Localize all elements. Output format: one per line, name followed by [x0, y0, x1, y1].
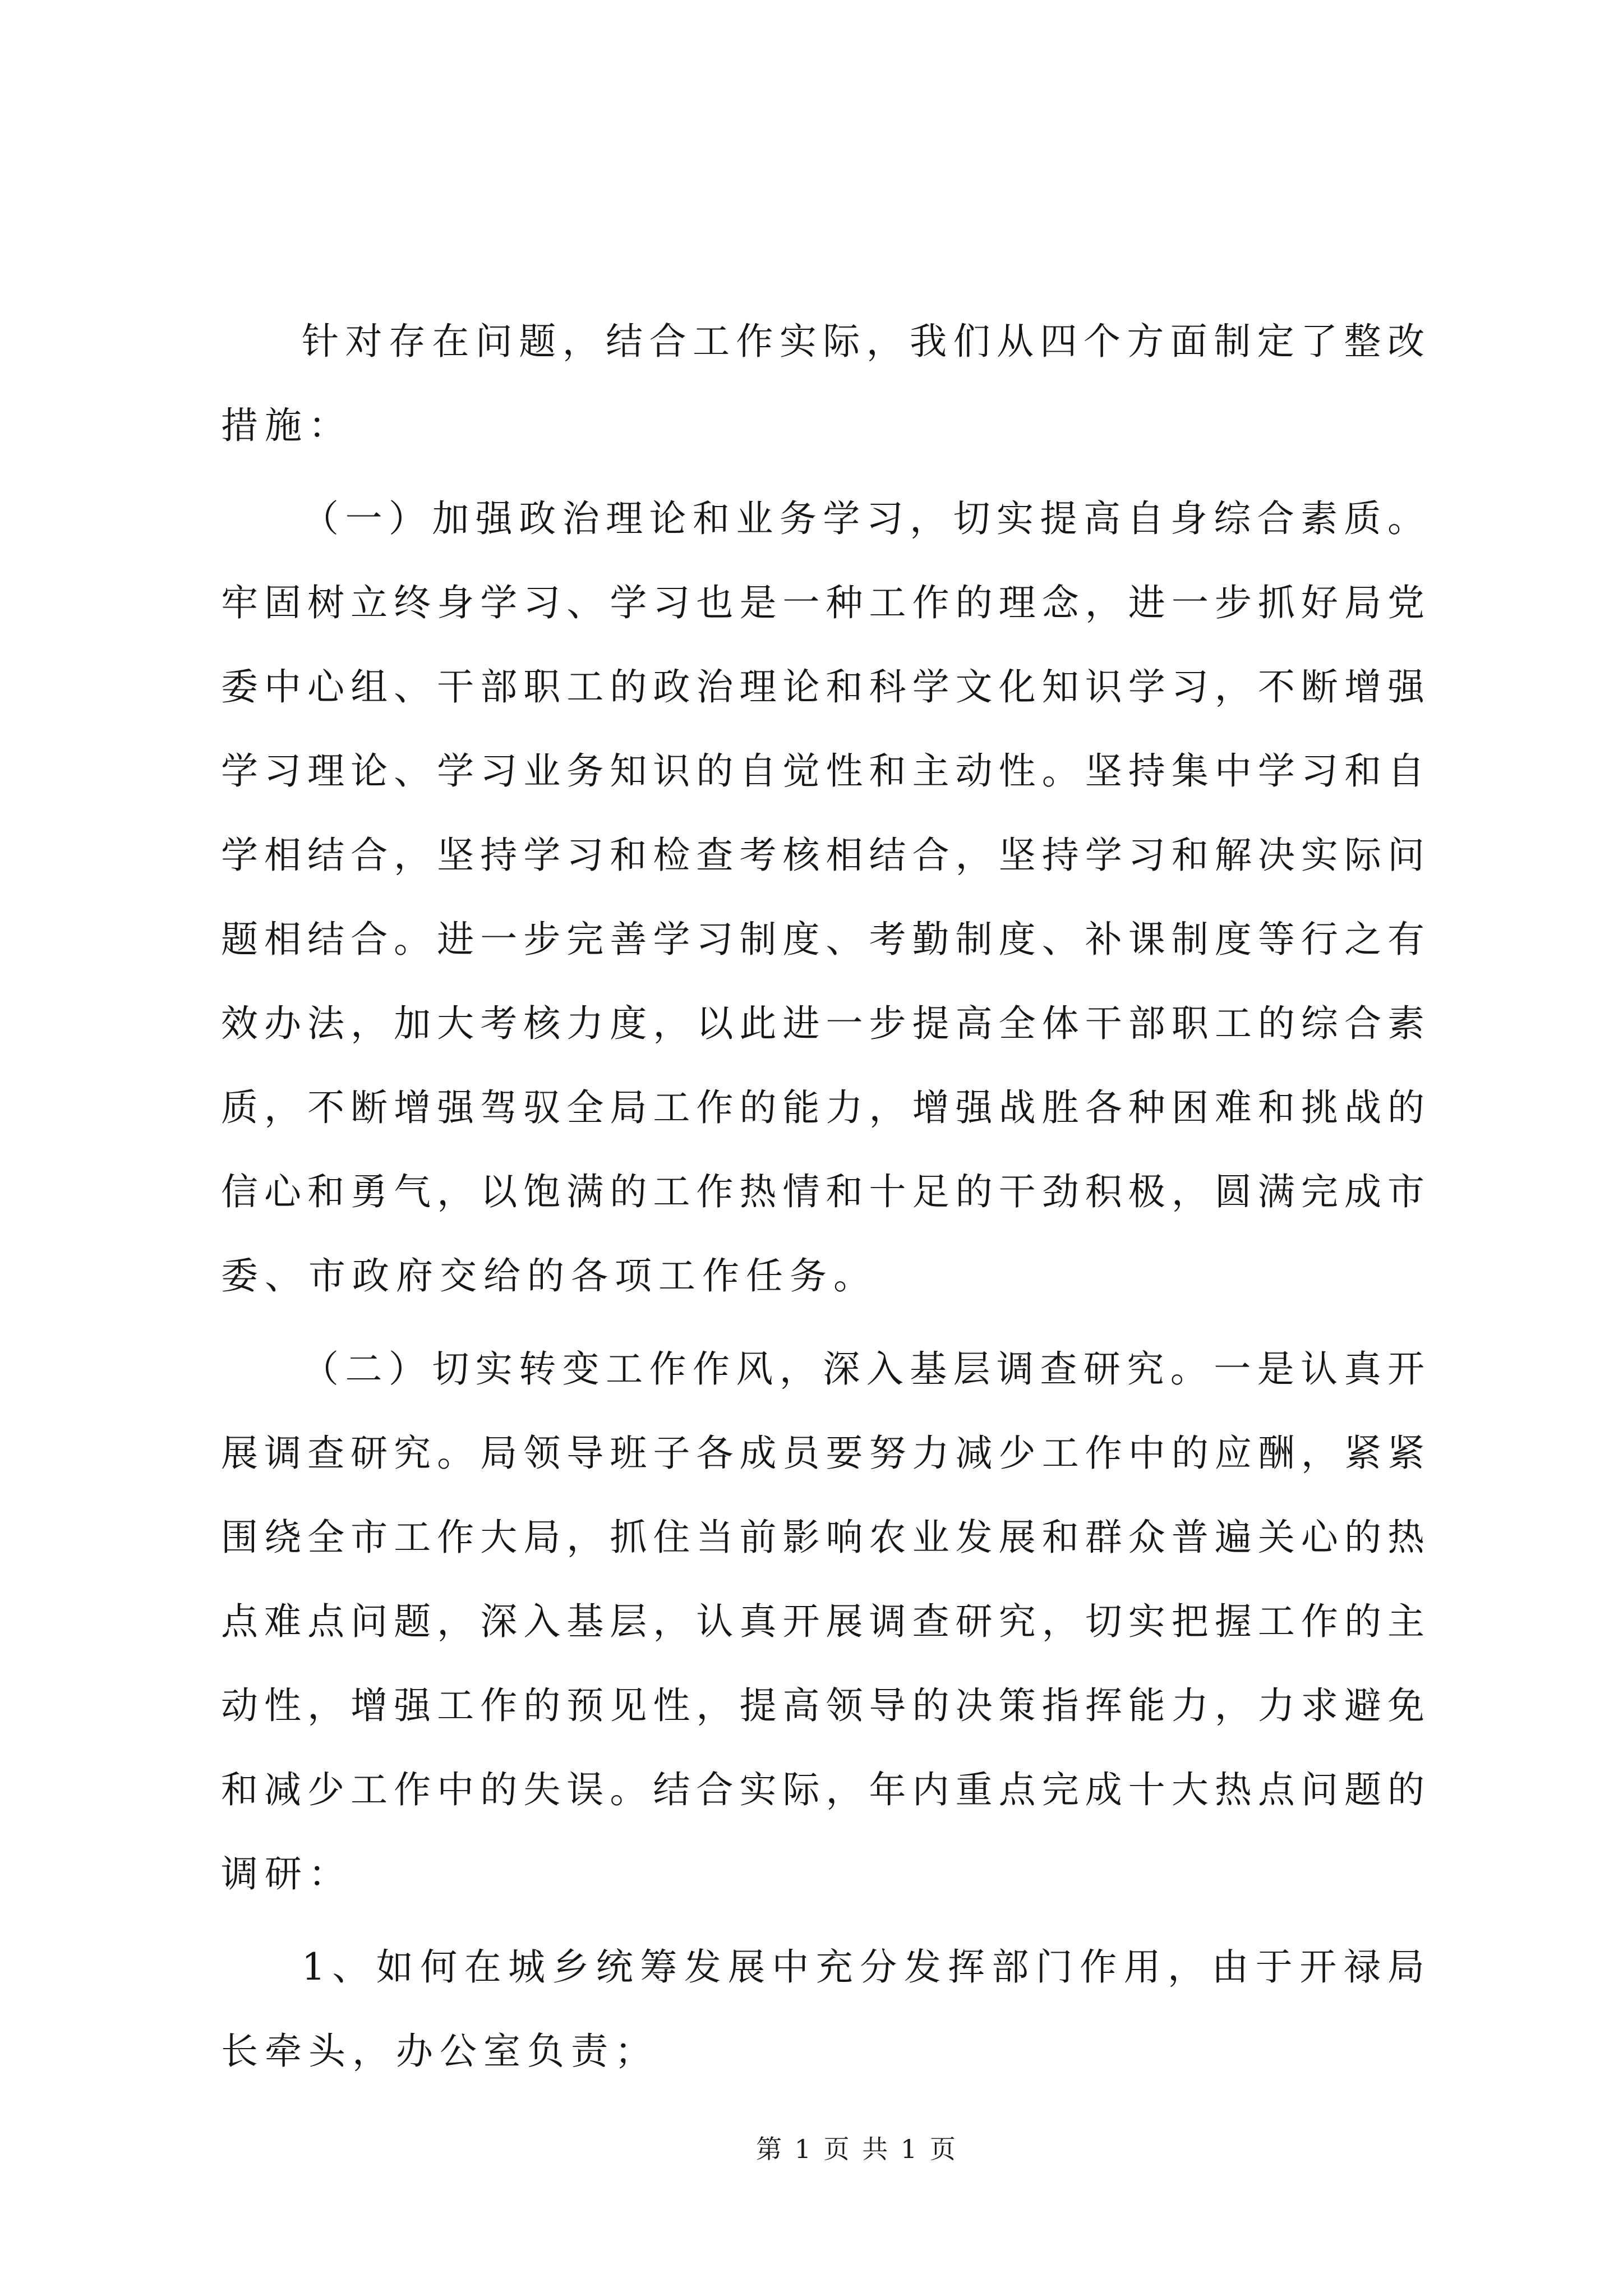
text-line: 牢固树立终身学习、学习也是一种工作的理念，进一步抓好局党: [221, 581, 1424, 624]
text-line: 1、如何在城乡统筹发展中充分发挥部门作用，由于开禄局: [302, 1945, 1424, 1989]
text-line: 点难点问题，深入基层，认真开展调查研究，切实把握工作的主: [221, 1600, 1424, 1643]
paragraph-intro: [221, 300, 1424, 468]
paragraph-measure-1: [221, 477, 1424, 1318]
text-line: （一）加强政治理论和业务学习，切实提高自身综合素质。: [302, 497, 1424, 540]
document-body: [221, 300, 1424, 2102]
text-line: 信心和勇气，以饱满的工作热情和十足的干劲积极，圆满完成市: [221, 1170, 1424, 1213]
text-line: 质，不断增强驾驭全局工作的能力，增强战胜各种困难和挑战的: [221, 1086, 1424, 1129]
text-line: 措施：: [221, 404, 352, 447]
text-line: 展调查研究。局领导班子各成员要努力减少工作中的应酬，紧紧: [221, 1432, 1424, 1475]
text-line: 学习理论、学习业务知识的自觉性和主动性。坚持集中学习和自: [221, 749, 1424, 793]
text-line: 委中心组、干部职工的政治理论和科学文化知识学习，不断增强: [221, 665, 1424, 708]
paragraph-measure-2: [221, 1327, 1424, 1916]
text-line: 针对存在问题，结合工作实际，我们从四个方面制定了整改: [302, 320, 1424, 363]
text-line: 调研：: [221, 1852, 352, 1895]
paragraph-list-item-1: [221, 1925, 1424, 2093]
text-line: 委、市政府交给的各项工作任务。: [221, 1254, 877, 1297]
text-line: 题相结合。进一步完善学习制度、考勤制度、补课制度等行之有: [221, 918, 1424, 961]
text-line: 和减少工作中的失误。结合实际，年内重点完成十大热点问题的: [221, 1768, 1424, 1811]
text-line: 围绕全市工作大局，抓住当前影响农业发展和群众普遍关心的热: [221, 1516, 1424, 1559]
text-line: 学相结合，坚持学习和检查考核相结合，坚持学习和解决实际问: [221, 834, 1424, 877]
page-number-footer: 第 1 页 共 1 页: [756, 2134, 958, 2164]
text-line: 长牵头，办公室负责；: [221, 2030, 658, 2073]
text-line: 效办法，加大考核力度，以此进一步提高全体干部职工的综合素: [221, 1002, 1424, 1045]
text-line: （二）切实转变工作作风，深入基层调查研究。一是认真开: [302, 1347, 1424, 1391]
text-line: 动性，增强工作的预见性，提高领导的决策指挥能力，力求避免: [221, 1684, 1424, 1727]
